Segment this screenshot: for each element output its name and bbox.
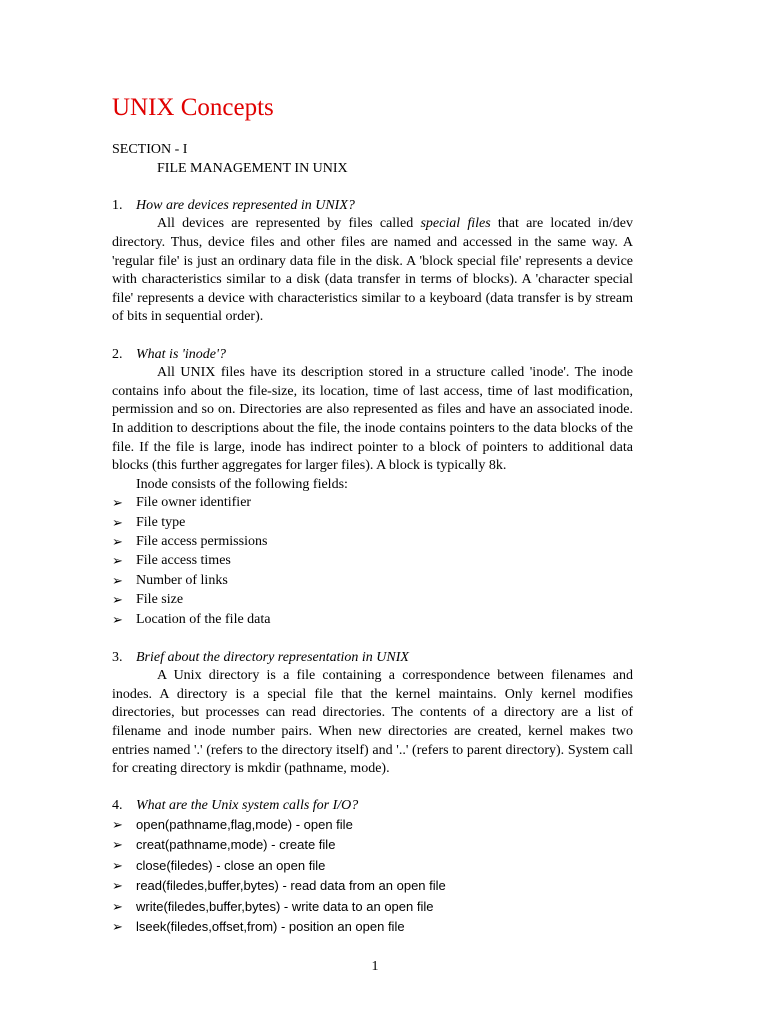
arrow-bullet-icon: ➢ (112, 857, 123, 873)
question-number: 1. (112, 197, 123, 213)
page-number: 1 (371, 959, 379, 974)
question-text: What are the Unix system calls for I/O? (136, 798, 359, 814)
list-item (112, 591, 633, 610)
list-item-text: Number of links (136, 572, 228, 588)
list-item-text: File access permissions (136, 534, 268, 550)
list-item (112, 877, 633, 897)
page-title: UNIX Concepts (112, 94, 274, 121)
answer-text: that are located in/dev directory. Thus, device files and other files are named and accessed in the same way. A 'regular file' is just an ordinary data file in the disk. A 'block special file' represents a device with characteristics similar to a disk (data transfer in terms of blocks). A 'character special file' represents a device with characteristics similar to a keyboard (data transfer is by stream of bits in sequential order). (112, 216, 634, 325)
question-text: How are devices represented in UNIX? (136, 197, 355, 213)
answer-3-paragraph: A Unix directory is a file containing a correspondence between filenames and inodes. A directory is a special file that the kernel maintains. Only kernel modifies directories, but processes can read directories. The contents of a directory are a list of filename and inode number pairs. When new directories are created, kernel makes two entries named '.' (refers to the directory itself) and '..' (refers to parent directory). System call for creating directory is mkdir (pathname, mode). (112, 668, 633, 777)
question-text: Brief about the directory representation in UNIX (136, 649, 409, 665)
spacer (112, 178, 633, 197)
list-item (112, 857, 633, 877)
list-item (112, 572, 633, 591)
list-item-text: write(filedes,buffer,bytes) - write data to an open file (136, 898, 434, 914)
inode-fields-list (112, 494, 633, 629)
arrow-bullet-icon: ➢ (112, 514, 123, 530)
spacer (112, 779, 633, 798)
section-label: SECTION - I (112, 142, 188, 157)
list-item-text: lseek(filedes,offset,from) - position an open file (136, 918, 405, 934)
answer-text: All devices are represented by files called (157, 216, 414, 232)
spacer (112, 630, 633, 649)
list-item-text: File size (136, 592, 184, 608)
list-item-text: close(filedes) - close an open file (136, 857, 326, 873)
arrow-bullet-icon: ➢ (112, 837, 123, 853)
io-calls-list (112, 816, 633, 938)
arrow-bullet-icon: ➢ (112, 592, 123, 608)
list-item (112, 611, 633, 630)
arrow-bullet-icon: ➢ (112, 878, 123, 894)
arrow-bullet-icon: ➢ (112, 572, 123, 588)
list-item (112, 514, 633, 533)
list-item (112, 816, 633, 836)
list-item (112, 836, 633, 856)
list-item (112, 533, 633, 552)
question-number: 2. (112, 346, 123, 362)
list-item-text: open(pathname,flag,mode) - open file (136, 816, 353, 832)
answer-1-paragraph (112, 215, 633, 327)
arrow-bullet-icon: ➢ (112, 816, 123, 832)
question-2 (112, 346, 633, 365)
question-number: 4. (112, 798, 123, 814)
arrow-bullet-icon: ➢ (112, 611, 123, 627)
question-3 (112, 649, 633, 668)
section-title: FILE MANAGEMENT IN UNIX (157, 160, 348, 176)
list-item-text: File owner identifier (136, 495, 252, 511)
list-item (112, 918, 633, 938)
emphasis-text: special files (420, 216, 491, 232)
arrow-bullet-icon: ➢ (112, 898, 123, 914)
document-body (112, 141, 633, 938)
fields-intro: Inode consists of the following fields: (136, 476, 348, 492)
list-item-text: File type (136, 514, 186, 530)
question-4 (112, 797, 633, 816)
answer-2-paragraph: All UNIX files have its description stored in a structure called 'inode'. The inode contains info about the file-size, its location, time of last access, time of last modification, permission and so on. Directories are also represented as files and have an associated inode. In addition to descriptions about the file, the inode contains pointers to the data blocks of the file. If the file is large, inode has indirect pointer to a block of pointers to additional data blocks (this further aggregates for larger files). A block is typically 8k. (112, 365, 633, 474)
arrow-bullet-icon: ➢ (112, 495, 123, 511)
list-item (112, 552, 633, 571)
list-item (112, 494, 633, 513)
list-item-text: File access times (136, 553, 231, 569)
arrow-bullet-icon: ➢ (112, 553, 123, 569)
question-1 (112, 197, 633, 216)
question-number: 3. (112, 649, 123, 665)
list-item (112, 898, 633, 918)
list-item-text: Location of the file data (136, 611, 271, 627)
list-item-text: read(filedes,buffer,bytes) - read data from an open file (136, 878, 446, 894)
arrow-bullet-icon: ➢ (112, 534, 123, 550)
arrow-bullet-icon: ➢ (112, 918, 123, 934)
question-text: What is 'inode'? (136, 346, 226, 362)
list-item-text: creat(pathname,mode) - create file (136, 837, 336, 853)
spacer (112, 327, 633, 346)
